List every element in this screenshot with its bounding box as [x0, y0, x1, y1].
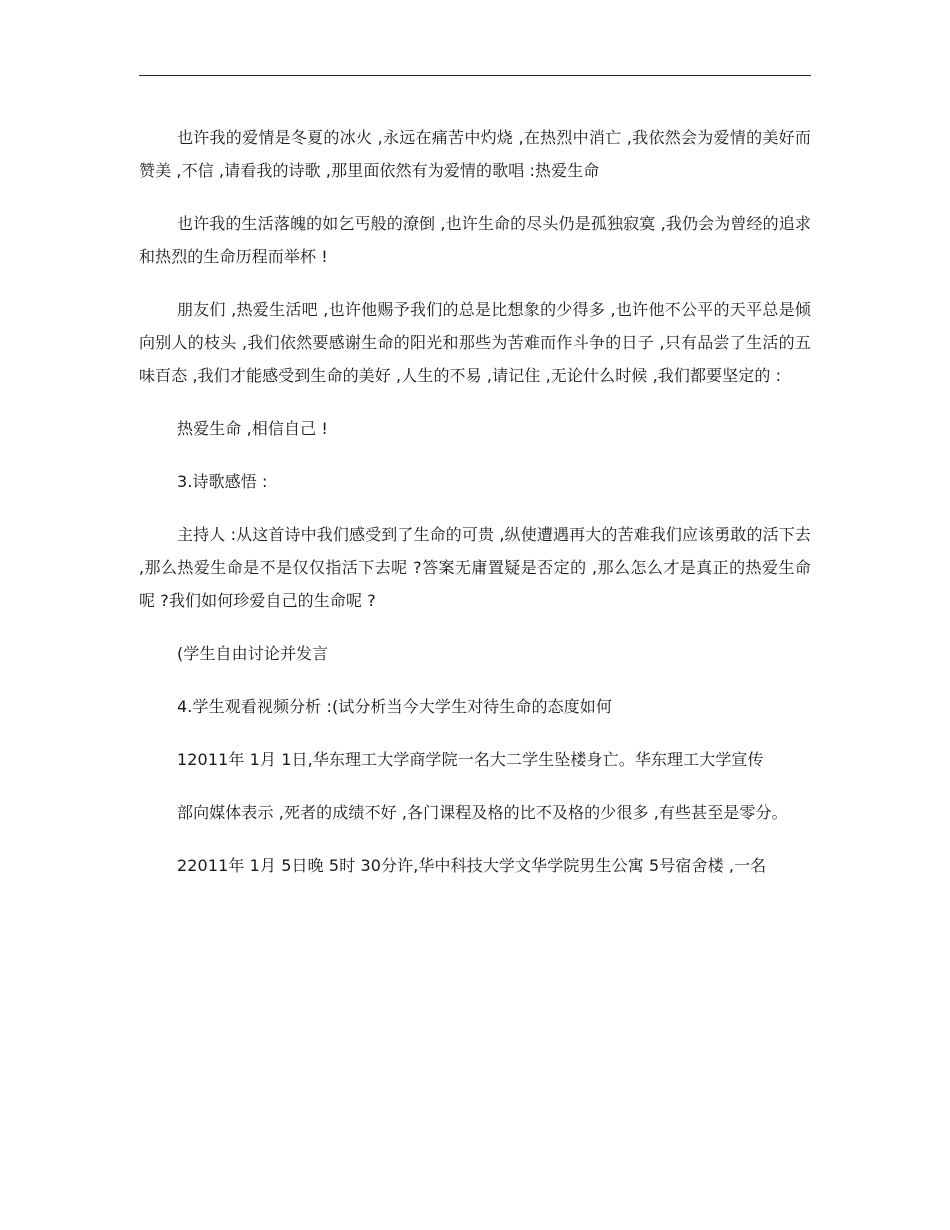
paragraph-friends: 朋友们 ,热爱生活吧 ,也许他赐予我们的总是比想象的少得多 ,也许他不公平的天平总是倾向别人的枝头 ,我们依然要感谢生命的阳光和那些为苦难而作斗争的日子 ,只有品尝了生活的五味百态 ,我们才能感受到生命的美好 ,人生的不易 ,请记住 ,无论什么时候 ,我们都要坚定的 :: [139, 300, 811, 385]
paragraph-case-2: 22011年 1月 5日晚 5时 30分许,华中科技大学文华学院男生公寓 5号宿舍楼 ,一名: [177, 856, 767, 875]
paragraph-life-poem: 也许我的生活落魄的如乞丐般的潦倒 ,也许生命的尽头仍是孤独寂寞 ,我仍会为曾经的追求和热烈的生命历程而举杯 !: [139, 214, 811, 266]
paragraph-love-poem: 也许我的爱情是冬夏的冰火 ,永远在痛苦中灼烧 ,在热烈中消亡 ,我依然会为爱情的美好而赞美 ,不信 ,请看我的诗歌 ,那里面依然有为爱情的歌唱 :热爱生命: [139, 128, 811, 180]
paragraph-case-1b: 部向媒体表示 ,死者的成绩不好 ,各门课程及格的比不及格的少很多 ,有些甚至是零分。: [177, 803, 788, 822]
section-heading-video-analysis: 4.学生观看视频分析 :(试分析当今大学生对待生命的态度如何: [177, 697, 612, 716]
paragraph-love-life: 热爱生命 ,相信自己 !: [177, 419, 328, 438]
paragraph-discussion: (学生自由讨论并发言: [177, 644, 329, 663]
section-heading-poem-insight: 3.诗歌感悟 :: [177, 472, 268, 491]
header-rule: [139, 75, 811, 76]
paragraph-host: 主持人 :从这首诗中我们感受到了生命的可贵 ,纵使遭遇再大的苦难我们应该勇敢的活下去 ,那么热爱生命是不是仅仅指活下去呢 ?答案无庸置疑是否定的 ,那么怎么才是真正的热爱生命呢 ?我们如何珍爱自己的生命呢 ?: [139, 525, 811, 610]
document-body: [139, 121, 811, 902]
paragraph-case-1a: 12011年 1月 1日,华东理工大学商学院一名大二学生坠楼身亡。华东理工大学宣传: [177, 750, 764, 769]
